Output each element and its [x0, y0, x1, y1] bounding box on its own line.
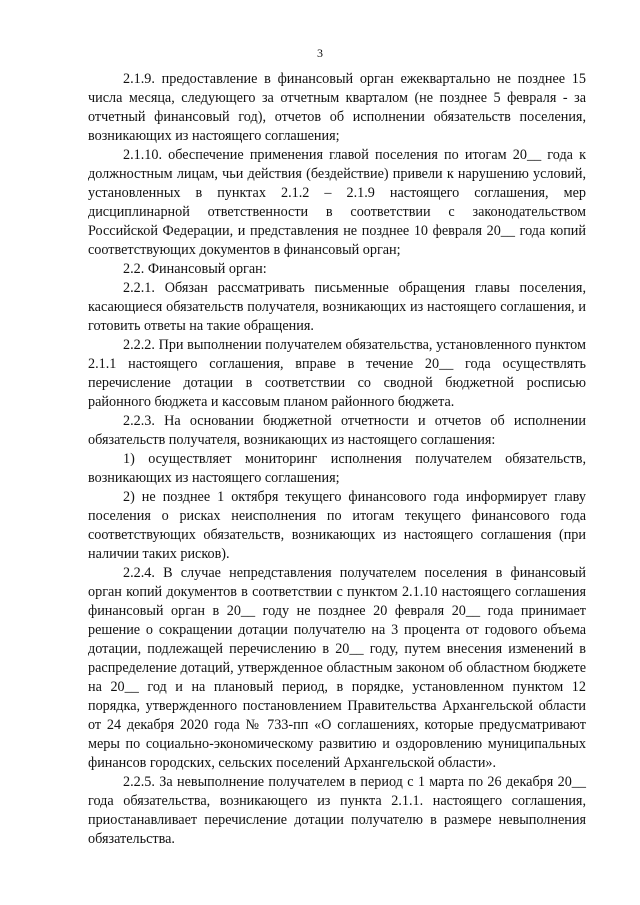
paragraph-2-2-4: 2.2.4. В случае непредставления получателем поселения в финансовый орган копий документов в соответствии с пунктом 2.1.10 настоящего соглашения финансовый орган в 20__ году не позднее 20 февраля 20__ года принимает решение о сокращении дотации получателю на 3 процента от годового объема дотации, подлежащей перечислению в 20__ году, путем внесения изменений в распределение дотаций, утвержденное областным законом об областном бюджете на 20__ год и на плановый период, в порядке, установленном пунктом 12 порядка, утвержденного постановлением Правительства Архангельской области от 24 декабря 2020 года № 733-пп «О соглашениях, которые предусматривают меры по социально-экономическому развитию и оздоровлению муниципальных финансов городских, сельских поселений Архангельской области». [88, 565, 586, 771]
paragraph-2-2: 2.2. Финансовый орган: [123, 261, 267, 277]
paragraph-2-2-1: 2.2.1. Обязан рассматривать письменные обращения главы поселения, касающиеся обязательств получателя, возникающих из настоящего соглашения, и готовить ответы на такие обращения. [88, 280, 586, 334]
paragraph-2-2-2: 2.2.2. При выполнении получателем обязательства, установленного пунктом 2.1.1 настоящего соглашения, вправе в течение 20__ года осуществлять перечисление дотации в соответствии со сводной бюджетной росписью районного бюджета и кассовым планом районного бюджета. [88, 337, 586, 410]
paragraph-2-2-3: 2.2.3. На основании бюджетной отчетности и отчетов об исполнении обязательств получателя, возникающих из настоящего соглашения: [88, 413, 586, 448]
paragraph-2-2-5: 2.2.5. За невыполнение получателем в период с 1 марта по 26 декабря 20__ года обязательства, возникающего из пункта 2.1.1. настоящего соглашения, приостанавливает перечисление дотации получателю в размере невыполнения обязательства. [88, 774, 586, 847]
paragraph-2-1-10: 2.1.10. обеспечение применения главой поселения по итогам 20__ года к должностным лицам, чьи действия (бездействие) привели к нарушению условий, установленных в пунктах 2.1.2 – 2.1.9 настоящего соглашения, мер дисциплинарной ответственности в соответствии с законодательством Российской Федерации, и представления не позднее 10 февраля 20__ года копий соответствующих документов в финансовый орган; [88, 147, 586, 258]
paragraph-item-2: 2) не позднее 1 октября текущего финансового года информирует главу поселения о рисках неисполнения по итогам текущего финансового года соответствующих обязательств, возникающих из настоящего соглашения (при наличии таких рисков). [88, 489, 586, 562]
paragraph-2-1-9: 2.1.9. предоставление в финансовый орган ежеквартально не позднее 15 числа месяца, следующего за отчетным кварталом (не позднее 5 февраля - за отчетный финансовый год), отчетов об исполнении обязательств поселения, возникающих из настоящего соглашения; [88, 71, 586, 144]
page-number: 3 [317, 46, 323, 60]
paragraph-item-1: 1) осуществляет мониторинг исполнения получателем обязательств, возникающих из настоящего соглашения; [88, 451, 586, 486]
document-body [88, 70, 586, 849]
